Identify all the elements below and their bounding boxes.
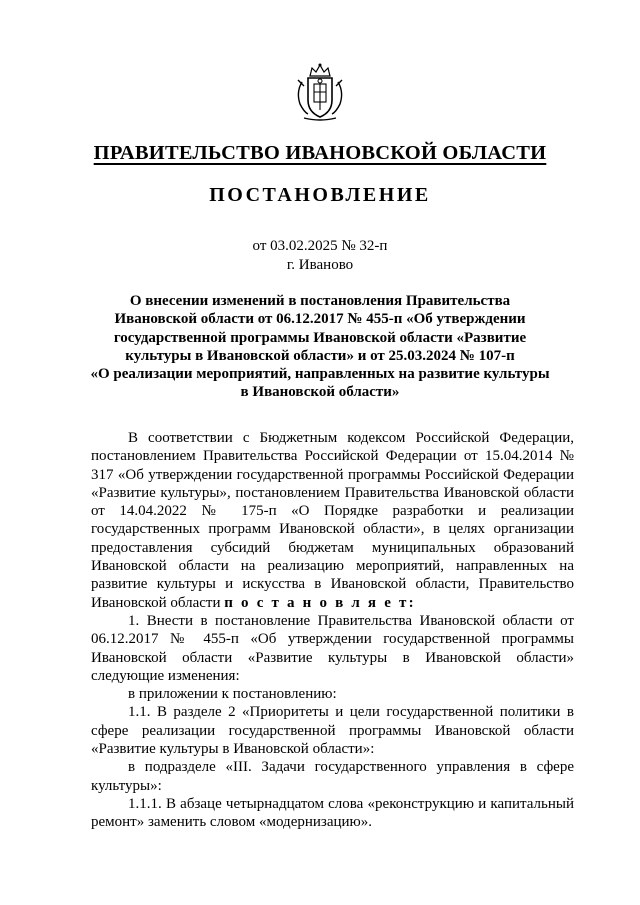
body-paragraph: в подразделе «III. Задачи государственного управления в сфере культуры»: (91, 759, 574, 794)
subject-line: «О реализации мероприятий, направленных на развитие культуры (90, 366, 550, 383)
coat-of-arms-icon (294, 62, 346, 122)
subject-line: Ивановской области от 06.12.2017 № 455-п «Об утверждении (114, 311, 526, 328)
city: г. Иваново (286, 257, 354, 273)
body-paragraph: 1.1. В разделе 2 «Приоритеты и цели государственной политики в сфере реализации государственной программы Ивановской области «Развитие культуры в Ивановской области»: (91, 704, 574, 758)
subject-line: государственной программы Ивановской области «Развитие (113, 329, 527, 346)
decree-word: п о с т а н о в л я е т: (224, 594, 416, 611)
document-subject (90, 292, 550, 402)
date-number: от 03.02.2025 № 32-п (252, 238, 388, 254)
government-title: ПРАВИТЕЛЬСТВО ИВАНОВСКОЙ ОБЛАСТИ (93, 142, 547, 164)
preamble-paragraph (91, 429, 574, 612)
preamble-text: В соответствии с Бюджетным кодексом Российской Федерации, постановлением Правительства Российской Федерации от 15.04.2014 № 317 «Об утверждении государственной программы Российской Федерации «Развитие культуры», постановлением Правительства Ивановской области от 14.04.2022 № 175-п «О Порядке разработки и реализации государственных программ Ивановской области», в целях организации предоставления субсидий бюджетам муниципальных образований Ивановской области на реализацию мероприятий, направленных на развитие культуры и искусства в Ивановской области, Правительство Ивановской области (91, 430, 574, 611)
subject-line: О внесении изменений в постановления Правительства (129, 293, 511, 309)
body-paragraph: 1.1.1. В абзаце четырнадцатом слова «реконструкцию и капитальный ремонт» заменить словом «модернизацию». (91, 795, 574, 831)
subject-line: в Ивановской области» (240, 384, 400, 401)
document-body (91, 429, 574, 832)
body-paragraph: 1. Внести в постановление Правительства Ивановской области от 06.12.2017 № 455-п «Об утверждении государственной программы Ивановской области «Развитие культуры в Ивановской области» следующие изменения: (91, 612, 574, 684)
document-type: ПОСТАНОВЛЕНИЕ (209, 184, 431, 206)
subject-line: культуры в Ивановской области» и от 25.03.2024 № 107-п (125, 347, 515, 364)
body-paragraph: в приложении к постановлению: (128, 686, 337, 703)
